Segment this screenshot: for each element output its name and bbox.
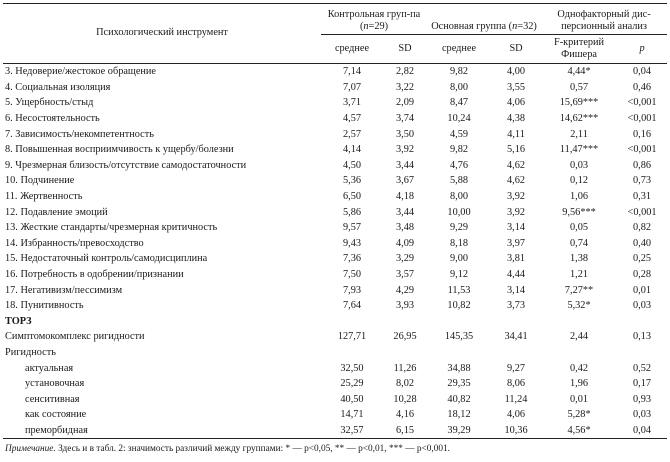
row-label: преморбидная bbox=[3, 423, 321, 439]
table-row bbox=[3, 236, 667, 252]
main-sd: 4,11 bbox=[507, 128, 525, 140]
main-mean: 145,35 bbox=[444, 331, 474, 343]
results-table bbox=[3, 3, 667, 439]
table-row bbox=[3, 282, 667, 298]
f-value: 0,01 bbox=[570, 393, 589, 405]
row-label: 11. Жертвенность bbox=[5, 191, 83, 203]
row-label: 6. Несостоятельность bbox=[5, 113, 100, 125]
f-value: 1,06 bbox=[570, 191, 589, 203]
p-value: 0,25 bbox=[633, 253, 652, 265]
p-value: 0,82 bbox=[633, 222, 652, 234]
p-value bbox=[617, 345, 667, 361]
control-sd: 3,44 bbox=[395, 206, 415, 218]
table-row bbox=[3, 126, 667, 142]
control-mean: 25,29 bbox=[340, 378, 364, 390]
table-row bbox=[3, 95, 667, 111]
main-mean: 8,00 bbox=[450, 191, 469, 203]
control-mean: 4,14 bbox=[342, 144, 362, 156]
table-row bbox=[3, 345, 667, 361]
header-control-mean: среднее bbox=[321, 35, 383, 64]
f-value bbox=[541, 314, 617, 330]
control-sd: 3,44 bbox=[395, 159, 415, 171]
header-p: p bbox=[617, 35, 667, 64]
main-sd: 3,73 bbox=[507, 300, 526, 312]
p-value: 0,03 bbox=[633, 300, 652, 312]
table-row bbox=[3, 391, 667, 407]
main-sd: 10,36 bbox=[491, 423, 541, 439]
main-sd: 3,92 bbox=[507, 191, 526, 203]
table-page bbox=[3, 3, 667, 455]
table-row bbox=[3, 267, 667, 283]
header-main-mean: среднее bbox=[427, 35, 491, 64]
control-mean: 6,50 bbox=[342, 191, 362, 203]
row-label: как состояние bbox=[25, 409, 87, 421]
control-sd: 3,67 bbox=[395, 175, 415, 187]
control-sd: 4,29 bbox=[395, 284, 415, 296]
row-label: 13. Жесткие стандарты/чрезмерная критичность bbox=[5, 222, 218, 234]
table-row bbox=[3, 329, 667, 345]
p-value: 0,40 bbox=[633, 237, 652, 249]
f-value: 0,74 bbox=[570, 237, 589, 249]
row-label: 10. Подчинение bbox=[5, 175, 75, 187]
table-row bbox=[3, 142, 667, 158]
p-value: 0,03 bbox=[633, 409, 652, 421]
control-sd: 3,22 bbox=[395, 81, 415, 93]
main-mean bbox=[427, 345, 491, 361]
f-value: 0,03 bbox=[570, 159, 589, 171]
f-value: 1,38 bbox=[570, 253, 589, 265]
table-row bbox=[3, 173, 667, 189]
p-value: 0,52 bbox=[633, 362, 652, 374]
main-mean: 8,18 bbox=[450, 237, 469, 249]
main-mean: 9,29 bbox=[450, 222, 469, 234]
main-mean: 29,35 bbox=[447, 378, 471, 390]
main-mean: 9,82 bbox=[450, 144, 469, 156]
control-mean: 9,43 bbox=[342, 237, 362, 249]
main-sd: 9,27 bbox=[507, 362, 526, 374]
control-mean: 9,57 bbox=[342, 222, 362, 234]
f-value: 0,12 bbox=[570, 175, 589, 187]
row-label: 18. Пунитивность bbox=[5, 300, 84, 312]
row-label: 8. Повышенная восприимчивость к ущербу/болезни bbox=[5, 144, 234, 156]
control-sd: 3,57 bbox=[395, 269, 415, 281]
table-row bbox=[3, 298, 667, 314]
f-value: 2,11 bbox=[570, 128, 588, 140]
p-value: 0,01 bbox=[633, 284, 652, 296]
control-sd: 26,95 bbox=[393, 331, 417, 343]
f-value: 0,57 bbox=[570, 81, 589, 93]
main-mean: 10,82 bbox=[447, 300, 471, 312]
row-label: установочная bbox=[25, 378, 85, 390]
main-sd: 34,41 bbox=[504, 331, 528, 343]
row-label: 17. Негативизм/пессимизм bbox=[5, 284, 123, 296]
control-mean: 32,57 bbox=[321, 423, 383, 439]
control-mean: 2,57 bbox=[342, 128, 362, 140]
control-mean: 14,71 bbox=[340, 409, 364, 421]
table-row bbox=[3, 314, 667, 330]
row-label: 4. Социальная изоляция bbox=[5, 81, 111, 93]
header-main-group: Основная группа (n=32) bbox=[427, 4, 541, 35]
table-row bbox=[3, 360, 667, 376]
note-label: Примечание. bbox=[5, 444, 56, 455]
row-label: Симптомокомплекс ригидности bbox=[5, 331, 145, 343]
main-sd: 3,14 bbox=[507, 284, 526, 296]
table-body bbox=[3, 64, 667, 439]
main-mean: 11,53 bbox=[447, 284, 471, 296]
f-value: 9,56*** bbox=[562, 206, 596, 218]
p-value: <0,001 bbox=[627, 144, 657, 156]
row-label: актуальная bbox=[25, 362, 74, 374]
row-label: 5. Ущербность/стыд bbox=[5, 97, 94, 109]
p-value: 0,46 bbox=[633, 81, 652, 93]
f-value bbox=[541, 345, 617, 361]
row-label: 12. Подавление эмоций bbox=[5, 206, 108, 218]
main-mean: 4,59 bbox=[450, 128, 469, 140]
row-label: Ригидность bbox=[5, 346, 56, 358]
header-anova: Однофакторный дис-персионный анализ bbox=[541, 4, 667, 35]
control-sd: 3,93 bbox=[395, 300, 415, 312]
control-sd: 2,82 bbox=[395, 66, 415, 78]
main-mean: 9,82 bbox=[450, 66, 469, 78]
main-sd: 4,38 bbox=[507, 113, 526, 125]
table-row bbox=[3, 407, 667, 423]
main-sd: 8,06 bbox=[507, 378, 526, 390]
control-mean: 7,14 bbox=[342, 66, 362, 78]
main-mean: 10,24 bbox=[447, 113, 471, 125]
f-value: 14,62*** bbox=[559, 113, 599, 125]
control-mean: 3,71 bbox=[342, 97, 362, 109]
f-value: 0,42 bbox=[570, 362, 589, 374]
table-row bbox=[3, 251, 667, 267]
row-label: 15. Недостаточный контроль/самодисциплина bbox=[5, 253, 208, 265]
main-mean: 4,76 bbox=[450, 159, 469, 171]
main-sd: 4,06 bbox=[507, 97, 526, 109]
p-value: 0,16 bbox=[633, 128, 652, 140]
f-value: 7,27** bbox=[564, 284, 594, 296]
main-sd bbox=[491, 314, 541, 330]
control-mean: 7,50 bbox=[342, 269, 362, 281]
control-mean: 7,93 bbox=[342, 284, 362, 296]
main-mean: 18,12 bbox=[447, 409, 471, 421]
table-note bbox=[3, 443, 667, 455]
control-mean: 5,36 bbox=[342, 175, 362, 187]
f-value: 1,21 bbox=[570, 269, 589, 281]
main-sd: 4,62 bbox=[507, 159, 526, 171]
control-mean bbox=[321, 314, 383, 330]
main-sd: 4,44 bbox=[507, 269, 526, 281]
table-row bbox=[3, 189, 667, 205]
control-mean bbox=[321, 345, 383, 361]
p-value: <0,001 bbox=[627, 97, 657, 109]
control-sd: 10,28 bbox=[393, 393, 417, 405]
control-mean: 4,50 bbox=[342, 159, 362, 171]
control-mean: 7,64 bbox=[342, 300, 362, 312]
f-value: 0,05 bbox=[570, 222, 589, 234]
control-sd: 3,50 bbox=[395, 128, 415, 140]
control-sd: 4,09 bbox=[395, 237, 415, 249]
main-sd: 3,92 bbox=[507, 206, 526, 218]
control-mean: 32,50 bbox=[340, 362, 364, 374]
table-row bbox=[3, 423, 667, 439]
main-mean: 40,82 bbox=[447, 393, 471, 405]
control-mean: 40,50 bbox=[340, 393, 364, 405]
f-value: 2,44 bbox=[570, 331, 589, 343]
row-label: 3. Недоверие/жестокое обращение bbox=[5, 66, 156, 78]
control-sd: 2,09 bbox=[395, 97, 415, 109]
p-value: <0,001 bbox=[627, 113, 657, 125]
control-sd: 8,02 bbox=[395, 378, 415, 390]
p-value: 0,04 bbox=[617, 423, 667, 439]
control-sd: 4,18 bbox=[395, 191, 415, 203]
main-mean: 9,00 bbox=[450, 253, 469, 265]
row-label: 16. Потребность в одобрении/признании bbox=[5, 269, 184, 281]
f-value: 4,56* bbox=[541, 423, 617, 439]
f-value: 1,96 bbox=[570, 378, 589, 390]
control-sd: 6,15 bbox=[383, 423, 427, 439]
p-value: 0,04 bbox=[633, 66, 652, 78]
p-value: 0,86 bbox=[633, 159, 652, 171]
control-sd: 3,74 bbox=[395, 113, 415, 125]
control-mean: 5,86 bbox=[342, 206, 362, 218]
main-sd: 4,62 bbox=[507, 175, 526, 187]
control-sd bbox=[383, 314, 427, 330]
table-row bbox=[3, 376, 667, 392]
main-sd: 3,55 bbox=[507, 81, 526, 93]
p-value: 0,17 bbox=[633, 378, 652, 390]
p-value: 0,13 bbox=[633, 331, 652, 343]
main-mean: 8,00 bbox=[450, 81, 469, 93]
f-value: 4,44* bbox=[567, 66, 591, 78]
header-main-sd: SD bbox=[491, 35, 541, 64]
header-control-group: Контрольная груп-па (n=29) bbox=[321, 4, 427, 35]
main-mean: 10,00 bbox=[447, 206, 471, 218]
main-sd: 3,97 bbox=[507, 237, 526, 249]
main-sd: 3,14 bbox=[507, 222, 526, 234]
p-value: <0,001 bbox=[627, 206, 657, 218]
main-sd: 5,16 bbox=[507, 144, 526, 156]
control-mean: 127,71 bbox=[337, 331, 367, 343]
control-sd: 4,16 bbox=[395, 409, 415, 421]
main-sd: 3,81 bbox=[507, 253, 526, 265]
row-label: 9. Чрезмерная близость/отсутствие самодостаточности bbox=[5, 159, 247, 171]
table-row bbox=[3, 204, 667, 220]
main-mean: 9,12 bbox=[450, 269, 469, 281]
row-label: сенситивная bbox=[25, 393, 80, 405]
p-value: 0,73 bbox=[633, 175, 652, 187]
main-sd: 4,06 bbox=[507, 409, 526, 421]
table-row bbox=[3, 80, 667, 96]
main-mean: 8,47 bbox=[450, 97, 469, 109]
f-value: 5,32* bbox=[567, 300, 591, 312]
row-label: 14. Избранность/превосходство bbox=[5, 237, 144, 249]
main-mean: 5,88 bbox=[450, 175, 469, 187]
header-control-sd: SD bbox=[383, 35, 427, 64]
control-sd: 11,26 bbox=[393, 362, 417, 374]
control-mean: 7,07 bbox=[342, 81, 362, 93]
header-instrument: Психологический инструмент bbox=[3, 4, 321, 64]
f-value: 15,69*** bbox=[559, 97, 599, 109]
f-value: 5,28* bbox=[567, 409, 591, 421]
main-mean: 39,29 bbox=[427, 423, 491, 439]
table-row bbox=[3, 64, 667, 80]
p-value bbox=[617, 314, 667, 330]
control-sd: 3,92 bbox=[395, 144, 415, 156]
row-label: ТОРЗ bbox=[5, 315, 32, 327]
control-sd bbox=[383, 345, 427, 361]
header-f-criterion: F-критерий Фишера bbox=[541, 35, 617, 64]
main-sd bbox=[491, 345, 541, 361]
table-row bbox=[3, 158, 667, 174]
f-value: 11,47*** bbox=[559, 144, 599, 156]
control-sd: 3,29 bbox=[395, 253, 415, 265]
note-text: Здесь и в табл. 2: значимость различий между группами: * — p<0,05, ** — p<0,01, *** — p<0,001. bbox=[55, 444, 450, 455]
main-sd: 11,24 bbox=[504, 393, 528, 405]
row-label: 7. Зависимость/некомпетентность bbox=[5, 128, 154, 140]
p-value: 0,28 bbox=[633, 269, 652, 281]
table-row bbox=[3, 111, 667, 127]
main-mean: 34,88 bbox=[447, 362, 471, 374]
control-sd: 3,48 bbox=[395, 222, 415, 234]
main-sd: 4,00 bbox=[507, 66, 526, 78]
table-row bbox=[3, 220, 667, 236]
p-value: 0,93 bbox=[633, 393, 652, 405]
main-mean bbox=[427, 314, 491, 330]
p-value: 0,31 bbox=[633, 191, 652, 203]
control-mean: 4,57 bbox=[342, 113, 362, 125]
control-mean: 7,36 bbox=[342, 253, 362, 265]
